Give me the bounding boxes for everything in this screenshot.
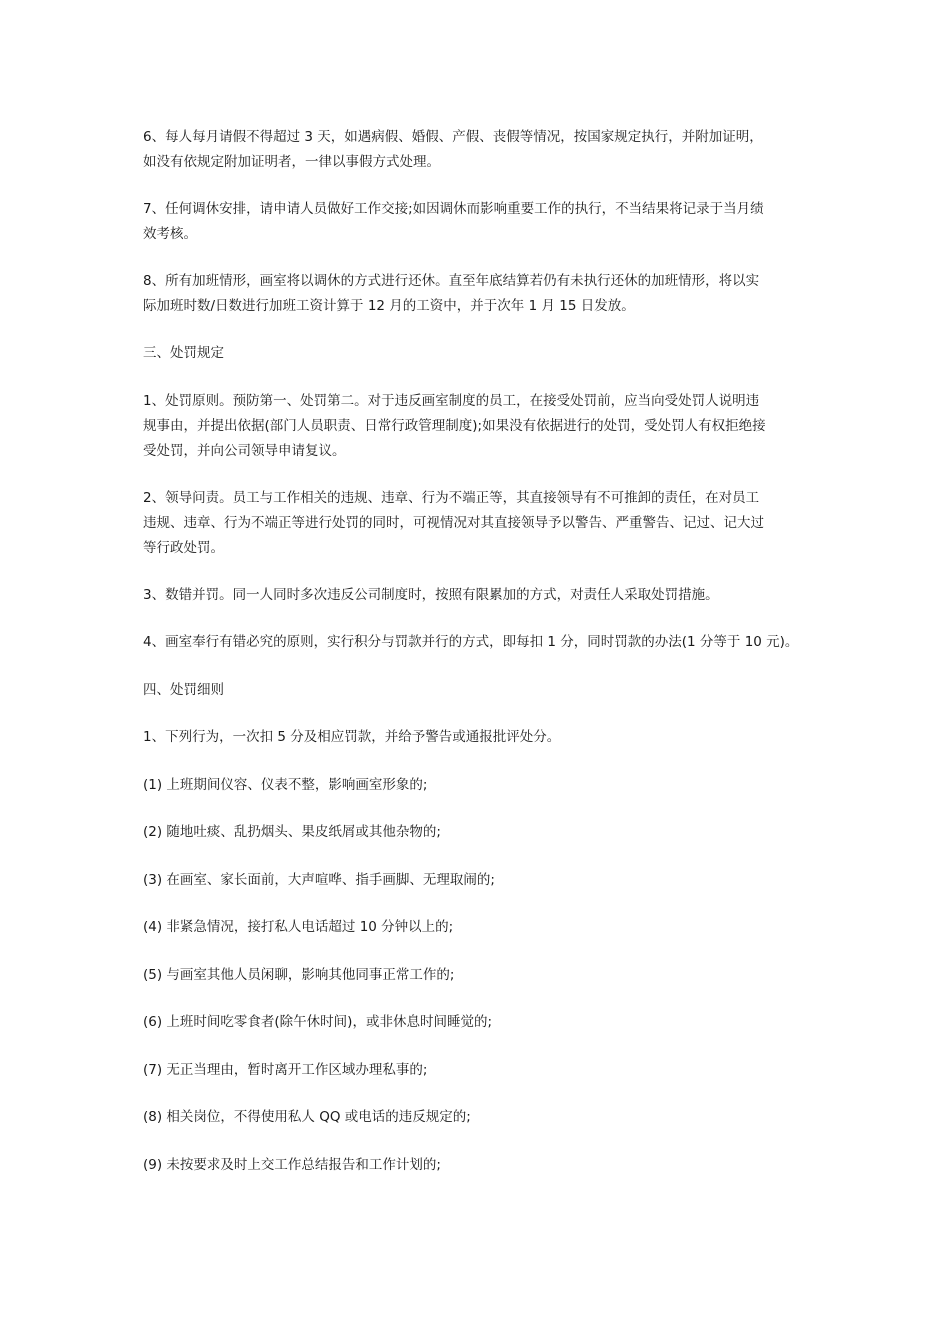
paragraph-line: 受处罚，并向公司领导申请复议。 [143, 442, 346, 459]
paragraph-item-5 [143, 963, 833, 988]
paragraph-line: (5) 与画室其他人员闲聊，影响其他同事正常工作的; [143, 966, 455, 983]
paragraph-line: (7) 无正当理由，暂时离开工作区域办理私事的; [143, 1061, 428, 1078]
paragraph-line: 4、画室奉行有错必究的原则，实行积分与罚款并行的方式，即每扣 1 分，同时罚款的办法(1 分等于 10 元)。 [143, 634, 799, 650]
paragraph-line: (8) 相关岗位，不得使用私人 QQ 或电话的违反规定的; [143, 1109, 471, 1125]
paragraph-detail-1 [143, 725, 833, 750]
paragraph-line: 违规、违章、行为不端正等进行处罚的同时，可视情况对其直接领导予以警告、严重警告、记过、记大过 [143, 514, 764, 531]
paragraph-line: 2、领导问责。员工与工作相关的违规、违章、行为不端正等，其直接领导有不可推卸的责任，在对员工 [143, 489, 760, 506]
paragraph-line: 四、处罚细则 [143, 681, 224, 698]
paragraph-line: 如没有依规定附加证明者，一律以事假方式处理。 [143, 154, 440, 170]
paragraph-line: (3) 在画室、家长面前，大声喧哗、指手画脚、无理取闹的; [143, 871, 495, 888]
paragraph-item-9 [143, 1153, 833, 1178]
paragraph-line: (4) 非紧急情况，接打私人电话超过 10 分钟以上的; [143, 919, 454, 935]
paragraph-line: (6) 上班时间吃零食者(除午休时间)，或非休息时间睡觉的; [143, 1014, 492, 1030]
paragraph-section-4-heading [143, 678, 833, 703]
paragraph-line: (9) 未按要求及时上交工作总结报告和工作计划的; [143, 1156, 441, 1173]
paragraph-line: 三、处罚规定 [143, 345, 224, 361]
paragraph-line: 7、任何调休安排，请申请人员做好工作交接;如因调休而影响重要工作的执行，不当结果将记录于当月绩 [143, 201, 764, 217]
paragraph-rule-7 [143, 197, 833, 247]
paragraph-item-1 [143, 773, 833, 798]
paragraph-line: 1、下列行为，一次扣 5 分及相应罚款，并给予警告或通报批评处分。 [143, 729, 561, 745]
paragraph-line: (1) 上班期间仪容、仪表不整，影响画室形象的; [143, 776, 428, 793]
paragraph-penalty-4 [143, 630, 833, 655]
paragraph-line: 效考核。 [143, 226, 197, 242]
paragraph-line: 1、处罚原则。预防第一、处罚第二。对于违反画室制度的员工，在接受处罚前，应当向受处罚人说明违 [143, 392, 760, 409]
paragraph-item-4 [143, 915, 833, 940]
document-body [143, 125, 833, 1200]
paragraph-line: 等行政处罚。 [143, 539, 224, 556]
paragraph-line: 6、每人每月请假不得超过 3 天，如遇病假、婚假、产假、丧假等情况，按国家规定执行，并附加证明， [143, 129, 763, 145]
paragraph-item-6 [143, 1010, 833, 1035]
paragraph-section-3-heading [143, 341, 833, 366]
paragraph-line: 8、所有加班情形，画室将以调休的方式进行还休。直至年底结算若仍有未执行还休的加班情形，将以实 [143, 273, 760, 289]
paragraph-rule-8 [143, 269, 833, 319]
paragraph-rule-6 [143, 125, 833, 175]
paragraph-item-8 [143, 1105, 833, 1130]
paragraph-line: 际加班时数/日数进行加班工资计算于 12 月的工资中，并于次年 1 月 15 日发放。 [143, 298, 635, 314]
paragraph-item-2 [143, 820, 833, 845]
paragraph-line: 规事由，并提出依据(部门人员职责、日常行政管理制度);如果没有依据进行的处罚，受处罚人有权拒绝接 [143, 417, 766, 434]
paragraph-line: 3、数错并罚。同一人同时多次违反公司制度时，按照有限累加的方式，对责任人采取处罚措施。 [143, 586, 719, 603]
paragraph-penalty-1 [143, 389, 833, 464]
paragraph-line: (2) 随地吐痰、乱扔烟头、果皮纸屑或其他杂物的; [143, 824, 441, 840]
paragraph-item-3 [143, 868, 833, 893]
paragraph-penalty-2 [143, 486, 833, 561]
paragraph-penalty-3 [143, 583, 833, 608]
paragraph-item-7 [143, 1058, 833, 1083]
